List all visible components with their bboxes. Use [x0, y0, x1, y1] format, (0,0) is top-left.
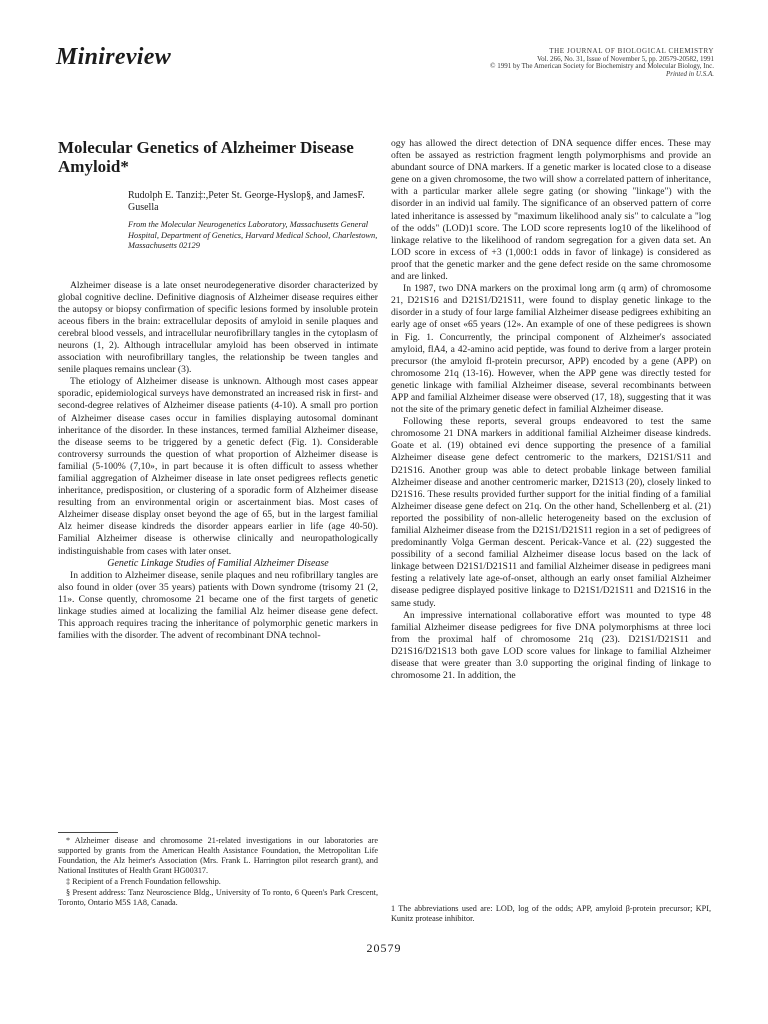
footnote: ‡ Recipient of a French Foundation fellowship. — [66, 877, 221, 886]
paragraph: Following these reports, several groups endeavored to test the same chromosome 21 DNA markers in additional familial Alzheimer disease kindreds. Goate et al. (19) obtained evi dence supporting the presence of a familial Alzheimer disease gene defect centromeric to the markers, D21S1/S11 and D21S16. Another group was able to detect probable linkage between familial Alzheimer disease and another centromeric marker, D21S13 (20), closely linked to D21S16. These results provided further support for the initial finding of a familial Alzheimer disease gene defect on 21q. On the other hand, Schellenberg et al. (21) reported the possibility of non-allelic heterogeneity based on the exclusion of familial Alzheimer disease from the D21S1/D21S11 region in a set of pedigrees of predominantly Volga German descent. Pericak-Vance et al. (22) suggested the possibility of a second familial Alzheimer disease locus based on the lack of linkage between D21S1/D21S11 and familial Alzheimer disease in pedigrees mani festing a relatively late age-of-onset, although an early onset familial Alzheimer disease pedigree displayed positive linkage to D21S1/D21S11 and D21S16 in the same study. — [391, 416, 711, 609]
abbreviations-footnote: 1 The abbreviations used are: LOD, log of the odds; APP, amyloid β-protein precursor; KPI, Kunitz protease inhibitor. — [391, 904, 711, 923]
printed-line: Printed in U.S.A. — [665, 69, 714, 78]
paragraph: The etiology of Alzheimer disease is unknown. Although most cases appear sporadic, epidemiological surveys have demonstrated an increased risk in first- and second-degree relatives of Alzheimer disease patients (4-10). A small pro portion of Alzheimer disease cases occur in families displaying autosomal dominant inheritance of the disorder. In these instances, termed familial Alzheimer disease, the disease seems to be triggered by a genetic defect (Fig. 1). Considerable controversy surrounds the question of what proportion of Alzheimer disease is familial (5-100% (7,10», in part because it is often difficult to assess whether familial aggregation of Alzheimer disease in late onset pedigrees reflects genetic inheritance, predisposition, or clustering of a sporadic form of Alzheimer disease resulting from an environmental origin or ascertainment bias. Most cases of Alzheimer disease display onset beyond the age of 65, but in the largest familial Alz heimer disease kindreds the disorder appears earlier in life (age 40-50). Familial Alzheimer disease is otherwise clinically and neuropathologically indistinguishable from cases with later onset. — [58, 376, 378, 557]
article-title: Molecular Genetics of Alzheimer Disease Amyloid* — [58, 138, 354, 176]
footnote-rule — [58, 832, 118, 833]
left-column — [58, 134, 378, 934]
journal-name: THE JOURNAL OF BIOLOGICAL CHEMISTRY — [549, 47, 714, 55]
copyright-line: © 1991 by The American Society for Biochemistry and Molecular Biology, Inc. — [490, 62, 714, 70]
paragraph: In 1987, two DNA markers on the proximal long arm (q arm) of chromosome 21, D21S16 and D21S1/D21S11, were found to display genetic linkage to the disorder in a study of four large familial Alzheimer disease pedigrees exhibiting an early age of onset «65 years (12». An example of one of these pedigrees is shown in Fig. 1. Concurrently, the principal component of Alzheimer's associated amyloid, flA4, a 42-amino acid peptide, was found to derive from a larger protein precursor (the amyloid fl-protein precursor, APP) encoded by a gene (APP) on chromosome 21q (13-16). However, when the APP gene was directly tested for genetic linkage with familial Alzheimer disease, several recombinants between APP and familial Alzheimer disease were observed (17, 18), suggesting that it was not the site of the primary genetic defect in familial Alzheimer disease. — [391, 283, 711, 416]
right-column — [391, 138, 711, 898]
section-title: Minireview — [56, 44, 171, 70]
paragraph: In addition to Alzheimer disease, senile plaques and neu rofibrillary tangles are also found in older (over 35 years) patients with Down syndrome (trisomy 21 (2, 11». Conse quently, chromosome 21 became one of the first targets of genetic linkage studies aimed at localizing the familial Alz heimer disease gene defect. This approach requires tracing the inheritance of polymorphic genetic markers in families with the disorder. The advent of recombinant DNA technol- — [58, 569, 378, 642]
affiliation: From the Molecular Neurogenetics Laboratory, Massachusetts General Hospital, Department of Genetics, Harvard Medical School, Charlestown, Massachusetts 02129 — [128, 220, 378, 250]
journal-info — [374, 48, 714, 78]
footnote: § Present address: Tanz Neuroscience Bldg., University of To ronto, 6 Queen's Park Crescent, Toronto, Ontario M5S 1A8, Canada. — [58, 888, 378, 907]
footnote: * Alzheimer disease and chromosome 21-related investigations in our laboratories are supported by grants from the American Health Assistance Foundation, the Metropolitan Life Foundation, the Alz heimer's Association (Mrs. Frank L. Harrington pilot research grant), and National Institutes of Health Grant HG00317. — [58, 836, 378, 875]
page-number: 20579 — [366, 941, 402, 955]
volume-line: Vol. 266, No. 31, Issue of November 5, pp. 20579-20582, 1991 — [537, 54, 714, 63]
author-list: Rudolph E. Tanzi‡:,Peter St. George-Hyslop§, and JamesF. Gusella — [128, 190, 365, 213]
section-subheading: Genetic Linkage Studies of Familial Alzheimer Disease — [107, 557, 329, 569]
paragraph: ogy has allowed the direct detection of DNA sequence differ ences. These may often be assayed as restriction fragment length polymorphisms and provide an abundant source of DNA markers. If a genetic marker is located close to a disease gene on a given chromosome, the two will show a correlated pattern of inheritance, with a particular marker allele segre gating (or showing "linkage") with the disorder in an individ ual family. The significance of an observed pattern of corre lated inheritance is assessed by "maximum likelihood analy sis" to calculate a "log of the odds" (LOD)1 score. The LOD score represents log10 of the likelihood of linkage relative to the likelihood of random segregation for a given data set. An LOD score in excess of +3 (1,000:1 odds in favor of linkage) is considered as proof that the genetic marker and the gene defect reside on the same chromosome and are linked. — [391, 138, 711, 283]
footnotes — [58, 832, 378, 909]
paragraph: An impressive international collaborative effort was mounted to type 48 familial Alzheimer disease pedigrees for five DNA polymorphisms at three loci from the proximal half of chromosome 21q (23). D21S1/D21S11 and D21S16/D21S13 both gave LOD score values for linkage to familial Alzheimer disease that were greater than 3.0 supporting the original finding of linkage to chromosome 21. In addition, the — [391, 609, 711, 682]
paragraph: Alzheimer disease is a late onset neurodegenerative disorder characterized by global cognitive decline. Definitive diagnosis of Alzheimer disease requires either the autopsy or biopsy confirmation of specific lesions formed by insoluble protein aceous fibers in the brain: extracellular deposits of amyloid in senile plaques and cerebral blood vessels, and intracellular neurofibrillary tangles in the cytoplasm of neurons (1, 2). Although intracellular amyloid has been observed in intimate association with neurofibrillary tangles, the relationship be tween tangles and senile plaques remains unclear (3). — [58, 279, 378, 376]
